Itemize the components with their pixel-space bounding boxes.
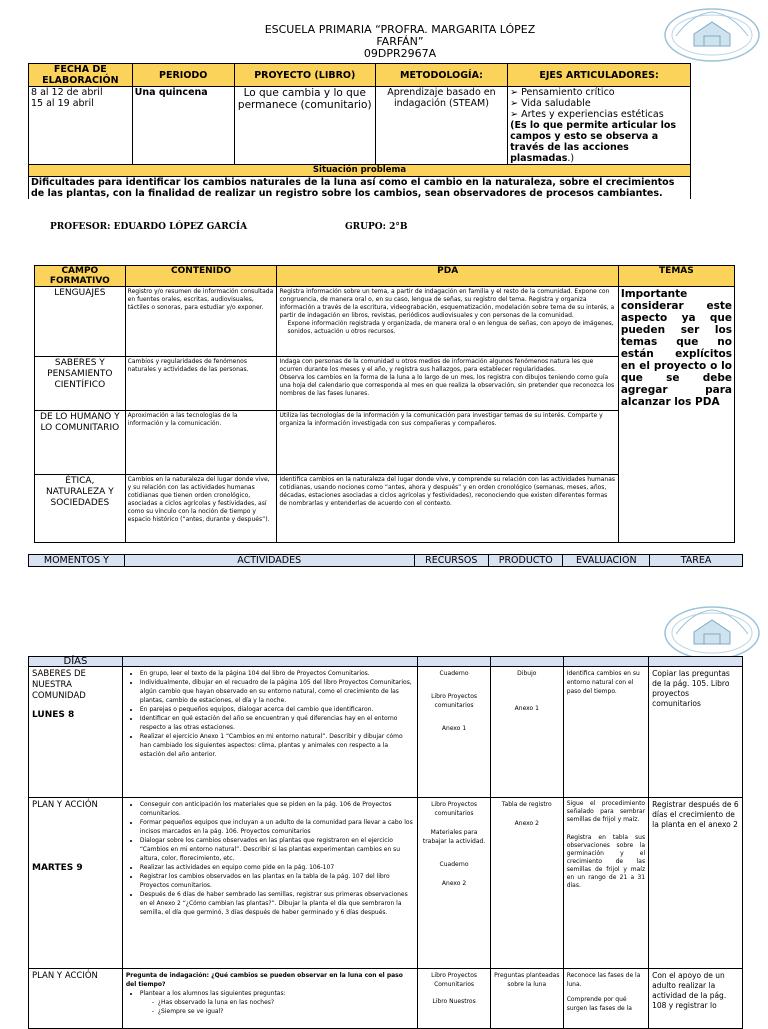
list-item: • Plantear a los alumnos las siguientes preguntas: <box>140 989 414 998</box>
table-row <box>29 969 743 1029</box>
evaluation-text: Sigue el procedimiento señalado para sembrar semillas de frijol y maíz. <box>566 800 646 823</box>
fecha-line1: 8 al 12 de abril <box>31 87 103 98</box>
resource-item: Cuaderno <box>439 861 469 868</box>
product-cell <box>490 798 563 969</box>
periodo-cell: Una quincena <box>132 87 234 165</box>
ejes-note-bold: (Es lo que permite articular los campos y esto se observa a través de las acciones plasmadas <box>510 120 677 164</box>
group-label: GRUPO: 2°B <box>345 222 408 232</box>
day-label: MARTES 9 <box>32 863 83 873</box>
list-item: • Después de 6 días de haber sembrado las semillas, registrar sus primeras observaciones en el Anexo 2 “¿Cómo cambian las plantas?”. Dibujar la planta el día que sembraron la semilla, el día que germinó, 3 días después de haber germinado y 6 días después. <box>140 890 414 917</box>
list-item: • En parejas o pequeños equipos, dialogar acerca del cambio que identificaron. <box>140 705 414 714</box>
sub-question: - ¿Siempre se ve igual? <box>151 1008 224 1015</box>
activities-cell <box>122 667 417 798</box>
sub-question: - ¿Has observado la luna en las noches? <box>151 999 275 1006</box>
pda-humano: Utiliza las tecnologías de la información y la comunicación para investigar temas de su interés. Comparte y organiza la información investigada con sus compañeras y compañeros. <box>277 411 618 475</box>
product-item: Tabla de registro <box>501 801 552 808</box>
campo-humano: DE LO HUMANO Y LO COMUNITARIO <box>35 411 126 475</box>
contenido-etica: Cambios en la naturaleza del lugar donde vive, y su relación con las actividades humanas cotidianas que tienen orden cronológico, asociadas a ciclos agrícolas y festividades, así como su vínculo con la noción de tiempo y espacio histórico (“antes, durante y después”). <box>125 475 277 543</box>
pda-lenguajes <box>277 287 618 357</box>
resource-item: Libro Nuestros <box>432 998 476 1005</box>
resource-item: Cuaderno <box>439 670 469 677</box>
activities-cell <box>122 798 417 969</box>
product-item: Dibujo <box>517 670 537 677</box>
pda-text-2: Expone información registrada y organizada, de manera oral o en lengua de señas, con apoyo de imágenes, sonidos, actuación u otros recursos. <box>287 320 614 335</box>
product-item: Anexo 2 <box>514 820 539 827</box>
contenido-saberes: Cambios y regularidades de fenómenos naturales y actividades de las personas. <box>125 357 277 411</box>
evaluation-cell <box>563 798 648 969</box>
list-item: • Realizar las actividades en equipo como pide en la pág. 106-107 <box>140 863 414 872</box>
resource-item: Materiales para trabajar la actividad. <box>422 829 486 845</box>
header-campo: CAMPO FORMATIVO <box>35 266 126 287</box>
evaluation-text-2: Comprende por qué surgen las fases de la <box>566 996 632 1012</box>
header-fecha: FECHA DE ELABORACIÓN <box>29 64 133 87</box>
table-row <box>29 667 743 798</box>
moments-label: MOMENTOS Y <box>29 555 125 567</box>
teacher-name: PROFESOR: EDUARDO LÓPEZ GARCÍA <box>50 222 248 232</box>
header-ejes: EJES ARTICULADORES: <box>508 64 691 87</box>
proyecto-cell: Lo que cambia y lo que permanece (comunitario) <box>234 87 375 165</box>
header-proyecto: PROYECTO (LIBRO) <box>234 64 375 87</box>
campo-saberes: SABERES Y PENSAMIENTO CIENTÍFICO <box>35 357 126 411</box>
table-row <box>29 798 743 969</box>
resource-item: Anexo 2 <box>441 880 467 887</box>
pda-etica: Identifica cambios en la naturaleza del lugar donde vive, y comprende su relación con las actividades humanas cotidianas, usando nociones como “antes, ahora y después” y en orden cronológico (semanas, meses, años, décadas, estaciones asociadas a ciclos agrícolas y festividades), reconociendo que existen diferentes formas de nombrarlas y entenderlas de acuerdo con el contexto. <box>277 475 618 543</box>
ejes-note-end: .) <box>567 153 575 164</box>
list-item: • Registrar los cambios observados en las plantas en la tabla de la pág. 107 del libro Proyectos comunitarios. <box>140 872 414 890</box>
list-item: • En grupo, leer el texto de la página 104 del libro de Proyectos Comunitarios. <box>140 669 414 678</box>
list-item: • Dialogar sobre los cambios observados en las plantas que registraron en el ejercicio “Cambios en mi entorno natural”. Describir si las plantas experimentan cambios en su altura, color, florecimiento, etc. <box>140 836 414 863</box>
evaluation-text-2: Registra en tabla sus observaciones sobre la germinación y el crecimiento de las semillas de frijol y maíz en un rango de 21 a 31 días. <box>566 834 646 889</box>
resources-label: RECURSOS <box>414 555 488 567</box>
moments-bar <box>28 554 743 567</box>
pda-text: Indaga con personas de la comunidad u otros medios de información algunos fenómenos natura les que ocurren durante los meses y el año, y registra sus hallazgos, para establecer regularidades. <box>279 358 594 373</box>
evaluation-label: EVALUACIÓN <box>563 555 650 567</box>
list-item: • Conseguir con anticipación los materiales que se piden en la pág. 106 de Proyectos comunitarios. <box>140 800 414 818</box>
sub-question-text: ¿Has observado la luna en las noches? <box>157 999 275 1006</box>
header-pda: PDA <box>277 266 618 287</box>
eje-label-3: Artes y experiencias estéticas <box>521 109 664 120</box>
situacion-label: Situación problema <box>29 165 691 177</box>
temas-note: Importante considerar este aspecto ya que pueden ser los temas que no están explícitos en el proyecto o lo que se debe agregar para alcanzar los PDA <box>618 287 734 543</box>
eje-label-2: Vida saludable <box>521 98 591 109</box>
school-logo <box>662 6 762 64</box>
resources-cell <box>418 969 491 1029</box>
pda-saberes <box>277 357 618 411</box>
resource-item: Anexo 1 <box>441 725 467 732</box>
day-label: LUNES 8 <box>32 710 75 720</box>
pda-table <box>34 265 735 543</box>
situacion-text: Dificultades para identificar los cambios naturales de la luna así como el cambio en la naturaleza, sobre el crecimientos de las plantas, con la finalidad de realizar un registro sobre los cambios, sean observadores de procesos cambiantes. <box>29 177 691 200</box>
list-item: • Formar pequeños equipos que incluyan a un adulto de la comunidad para llevar a cabo los incisos marcados en la pág. 106. Proyectos comunitarios <box>140 818 414 836</box>
ejes-note <box>510 120 688 164</box>
pda-text: Registra información sobre un tema, a partir de indagación en familia y el resto de la comunidad. Expone con congruencia, de manera oral o, en su caso, lengua de señas, su registro del tema. Registra y organiza información a través de la escritura, videograbación, esquematización, modelación sobre tema de su interés, a partir de indagación en libros, revistas, periódicos audiovisuales y con personas de la comunidad. <box>279 288 615 319</box>
header-metodologia: METODOLOGÍA: <box>375 64 507 87</box>
momento-cell <box>29 798 123 969</box>
eje-label-1: Pensamiento crítico <box>521 87 615 98</box>
eje-item-3: ➢ Artes y experiencias estéticas <box>510 109 664 120</box>
school-logo-2 <box>662 604 762 662</box>
evaluation-cell: Identifica cambios en su entorno natural con el paso del tiempo. <box>563 667 648 798</box>
eje-item-2: ➢ Vida saludable <box>510 98 591 109</box>
planning-info-table <box>28 63 691 199</box>
campo-etica: ÉTICA, NATURALEZA Y SOCIEDADES <box>35 475 126 543</box>
resource-item: Libro Proyectos Comunitarios <box>431 972 478 988</box>
homework-cell: Registrar después de 6 días el crecimiento de la planta en el anexo 2 <box>649 798 743 969</box>
momento-cell: PLAN Y ACCIÓN <box>29 969 123 1029</box>
momento-label: PLAN Y ACCIÓN <box>32 800 98 810</box>
list-item: • Identificar en qué estación del año se encuentran y qué diferencias hay en el entorno respecto a las otras estaciones. <box>140 714 414 732</box>
header-contenido: CONTENIDO <box>125 266 277 287</box>
campo-lenguajes: LENGUAJES <box>35 287 126 357</box>
school-name-line1: ESCUELA PRIMARIA “PROFRA. MARGARITA LÓPEZ <box>264 23 536 36</box>
dias-header: DÍAS <box>29 657 123 667</box>
momento-cell <box>29 667 123 798</box>
header-temas: TEMAS <box>618 266 734 287</box>
contenido-lenguajes: Registro y/o resumen de información consultada en fuentes orales, escritas, audiovisuales, táctiles o sonoras, para estudiar y/o exponer. <box>125 287 277 357</box>
product-item: Anexo 1 <box>514 705 539 712</box>
resource-item: Libro Proyectos comunitarios <box>431 801 478 817</box>
evaluation-cell <box>563 969 648 1029</box>
resources-cell <box>418 667 491 798</box>
school-header <box>230 24 570 60</box>
inquiry-question: Pregunta de indagación: ¿Qué cambios se pueden observar en la luna con el paso del tiempo? <box>125 972 403 988</box>
homework-cell: Copiar las preguntas de la pág. 105. Libro proyectos comunitarios <box>649 667 743 798</box>
sub-question-text: ¿Siempre se ve igual? <box>157 1008 224 1015</box>
homework-cell: Con el apoyo de un adulto realizar la actividad de la pág. 108 y registrar lo <box>649 969 743 1029</box>
header-periodo: PERIODO <box>132 64 234 87</box>
list-item: • Realizar el ejercicio Anexo 1 “Cambios en mi entorno natural”. Describir y dibujar cómo han cambiado los siguientes aspectos: clima, plantas y animales con respecto a la estación del año anterior. <box>140 732 414 759</box>
momento-label: SABERES DE NUESTRA COMUNIDAD <box>32 669 86 701</box>
days-table <box>28 656 743 1029</box>
school-code: 09DPR2967A <box>363 47 437 60</box>
evaluation-text: Reconoce las fases de la luna. <box>566 972 641 988</box>
eje-item-1: ➢ Pensamiento crítico <box>510 87 615 98</box>
list-item: • Individualmente, dibujar en el recuadro de la página 105 del libro Proyectos Comunitarios, algún cambio que hayan observado en su entorno natural, como el crecimiento de las plantas, cambio de estaciones, el día y la noche. <box>140 678 414 705</box>
school-name-line2: FARFÁN” <box>376 35 424 48</box>
pda-text-2: Observa los cambios en la forma de la luna a lo largo de un mes, los registra con dibujos teniendo como guía una hoja del calendario que corresponda al mes en que realiza la observación, sin pretender que reconozca los nombres de las fases lunares. <box>279 374 615 397</box>
activities-cell <box>122 969 417 1029</box>
resource-item: Libro Proyectos comunitarios <box>431 693 478 709</box>
resources-cell <box>418 798 491 969</box>
product-cell: Preguntas planteadas sobre la luna <box>490 969 563 1029</box>
homework-label: TAREA <box>650 555 743 567</box>
contenido-humano: Aproximación a las tecnologías de la información y la comunicación. <box>125 411 277 475</box>
metodologia-cell: Aprendizaje basado en indagación (STEAM) <box>375 87 507 165</box>
ejes-cell <box>508 87 691 165</box>
product-cell <box>490 667 563 798</box>
fecha-line2: 15 al 19 abril <box>31 98 94 109</box>
fecha-cell <box>29 87 133 165</box>
activities-label: ACTIVIDADES <box>124 555 414 567</box>
product-label: PRODUCTO <box>489 555 563 567</box>
